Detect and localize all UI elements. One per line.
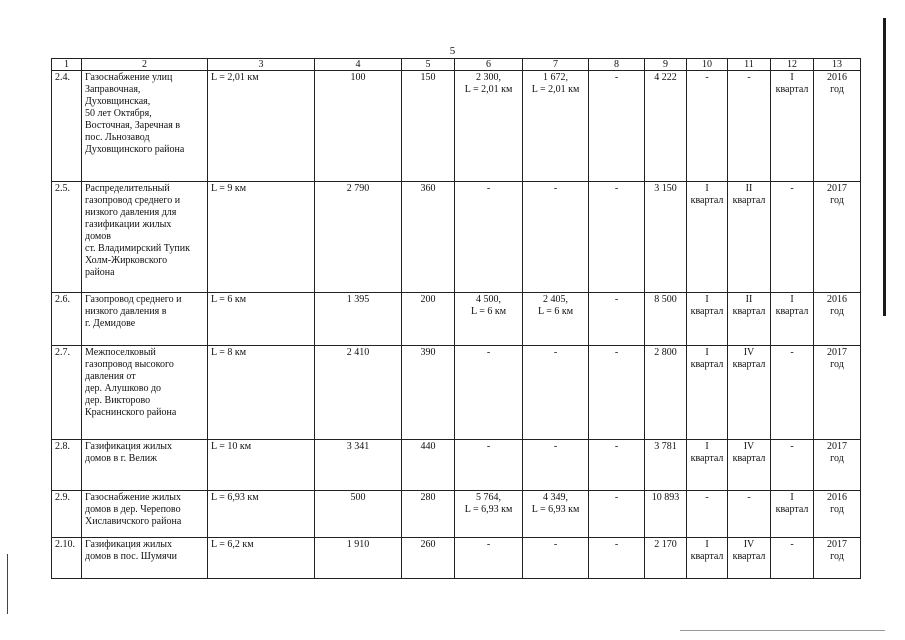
cell-quarter-end: IV квартал — [728, 538, 771, 579]
column-header: 4 — [315, 59, 402, 71]
cell-total: 3 150 — [645, 182, 687, 293]
column-header: 11 — [728, 59, 771, 71]
object-name: Газификация жилых домов в пос. Шумячи — [82, 538, 208, 579]
cell-col4: 3 341 — [315, 440, 402, 491]
cell-col12: I квартал — [771, 491, 814, 538]
cell-quarter-start: I квартал — [687, 440, 728, 491]
cell-col8: - — [589, 182, 645, 293]
column-header: 13 — [814, 59, 861, 71]
cell-col4: 2 410 — [315, 346, 402, 440]
cell-col4: 100 — [315, 71, 402, 182]
cell-col7: - — [523, 182, 589, 293]
cell-col8: - — [589, 293, 645, 346]
page-number: 5 — [449, 45, 456, 57]
object-name: Распределительный газопровод среднего и низкого давления для газификации жилых домов ст. Владимирский Тупик Холм-Жирковского района — [82, 182, 208, 293]
cell-quarter-end: - — [728, 491, 771, 538]
cell-total: 2 170 — [645, 538, 687, 579]
cell-quarter-end: - — [728, 71, 771, 182]
cell-col8: - — [589, 538, 645, 579]
scan-edge-line — [883, 18, 886, 316]
cell-quarter-start: I квартал — [687, 346, 728, 440]
column-header: 1 — [52, 59, 82, 71]
cell-col12: - — [771, 538, 814, 579]
cell-col4: 500 — [315, 491, 402, 538]
object-name: Газификация жилых домов в г. Велиж — [82, 440, 208, 491]
cell-quarter-start: I квартал — [687, 182, 728, 293]
scan-edge-line — [7, 554, 8, 614]
cell-col4: 1 395 — [315, 293, 402, 346]
item-number: 2.5. — [52, 182, 82, 293]
cell-quarter-end: IV квартал — [728, 346, 771, 440]
table-row — [52, 182, 861, 293]
cell-year: 2016 год — [814, 293, 861, 346]
column-header: 5 — [402, 59, 455, 71]
column-header: 6 — [455, 59, 523, 71]
cell-col5: 360 — [402, 182, 455, 293]
item-number: 2.8. — [52, 440, 82, 491]
object-name: Газоснабжение жилых домов в дер. Черепово Хиславичского района — [82, 491, 208, 538]
cell-quarter-start: - — [687, 71, 728, 182]
column-header: 8 — [589, 59, 645, 71]
cell-quarter-start: - — [687, 491, 728, 538]
cell-total: 4 222 — [645, 71, 687, 182]
column-header: 2 — [82, 59, 208, 71]
column-header: 3 — [208, 59, 315, 71]
cell-col4: 2 790 — [315, 182, 402, 293]
cell-col6: 5 764, L = 6,93 км — [455, 491, 523, 538]
item-number: 2.4. — [52, 71, 82, 182]
cell-quarter-end: II квартал — [728, 293, 771, 346]
cell-quarter-end: IV квартал — [728, 440, 771, 491]
gasification-table — [51, 58, 861, 579]
cell-col12: - — [771, 440, 814, 491]
cell-year: 2017 год — [814, 538, 861, 579]
cell-col5: 150 — [402, 71, 455, 182]
cell-col8: - — [589, 71, 645, 182]
pipeline-length: L = 6 км — [208, 293, 315, 346]
column-header: 9 — [645, 59, 687, 71]
pipeline-length: L = 9 км — [208, 182, 315, 293]
cell-year: 2016 год — [814, 491, 861, 538]
cell-quarter-start: I квартал — [687, 538, 728, 579]
cell-col7: 4 349, L = 6,93 км — [523, 491, 589, 538]
cell-total: 10 893 — [645, 491, 687, 538]
cell-quarter-start: I квартал — [687, 293, 728, 346]
scan-bottom-line — [680, 630, 885, 631]
table-row — [52, 538, 861, 579]
item-number: 2.7. — [52, 346, 82, 440]
column-header: 7 — [523, 59, 589, 71]
table-row — [52, 491, 861, 538]
cell-col7: - — [523, 346, 589, 440]
cell-col12: - — [771, 182, 814, 293]
item-number: 2.10. — [52, 538, 82, 579]
cell-col7: - — [523, 538, 589, 579]
cell-col8: - — [589, 491, 645, 538]
column-number-row — [52, 59, 861, 71]
pipeline-length: L = 2,01 км — [208, 71, 315, 182]
cell-col6: 2 300, L = 2,01 км — [455, 71, 523, 182]
cell-col8: - — [589, 440, 645, 491]
table-row — [52, 71, 861, 182]
table-row — [52, 293, 861, 346]
cell-col7: - — [523, 440, 589, 491]
cell-col7: 2 405, L = 6 км — [523, 293, 589, 346]
cell-col5: 440 — [402, 440, 455, 491]
cell-quarter-end: II квартал — [728, 182, 771, 293]
pipeline-length: L = 6,93 км — [208, 491, 315, 538]
item-number: 2.6. — [52, 293, 82, 346]
cell-col6: - — [455, 346, 523, 440]
cell-col12: - — [771, 346, 814, 440]
cell-total: 2 800 — [645, 346, 687, 440]
object-name: Газопровод среднего и низкого давления в г. Демидове — [82, 293, 208, 346]
cell-col5: 200 — [402, 293, 455, 346]
cell-col6: - — [455, 440, 523, 491]
cell-year: 2017 год — [814, 440, 861, 491]
cell-col8: - — [589, 346, 645, 440]
cell-col6: 4 500, L = 6 км — [455, 293, 523, 346]
cell-col5: 390 — [402, 346, 455, 440]
cell-total: 3 781 — [645, 440, 687, 491]
cell-col12: I квартал — [771, 293, 814, 346]
table-row — [52, 440, 861, 491]
pipeline-length: L = 6,2 км — [208, 538, 315, 579]
cell-year: 2017 год — [814, 182, 861, 293]
table-row — [52, 346, 861, 440]
cell-year: 2016 год — [814, 71, 861, 182]
cell-col7: 1 672, L = 2,01 км — [523, 71, 589, 182]
cell-col4: 1 910 — [315, 538, 402, 579]
cell-col5: 280 — [402, 491, 455, 538]
column-header: 12 — [771, 59, 814, 71]
cell-year: 2017 год — [814, 346, 861, 440]
cell-col6: - — [455, 182, 523, 293]
object-name: Газоснабжение улиц Заправочная, Духовщинская, 50 лет Октября, Восточная, Заречная в пос. Льнозавод Духовщинского района — [82, 71, 208, 182]
cell-total: 8 500 — [645, 293, 687, 346]
cell-col6: - — [455, 538, 523, 579]
column-header: 10 — [687, 59, 728, 71]
cell-col12: I квартал — [771, 71, 814, 182]
cell-col5: 260 — [402, 538, 455, 579]
pipeline-length: L = 8 км — [208, 346, 315, 440]
item-number: 2.9. — [52, 491, 82, 538]
object-name: Межпоселковый газопровод высокого давления от дер. Алушково до дер. Викторово Краснинского района — [82, 346, 208, 440]
pipeline-length: L = 10 км — [208, 440, 315, 491]
